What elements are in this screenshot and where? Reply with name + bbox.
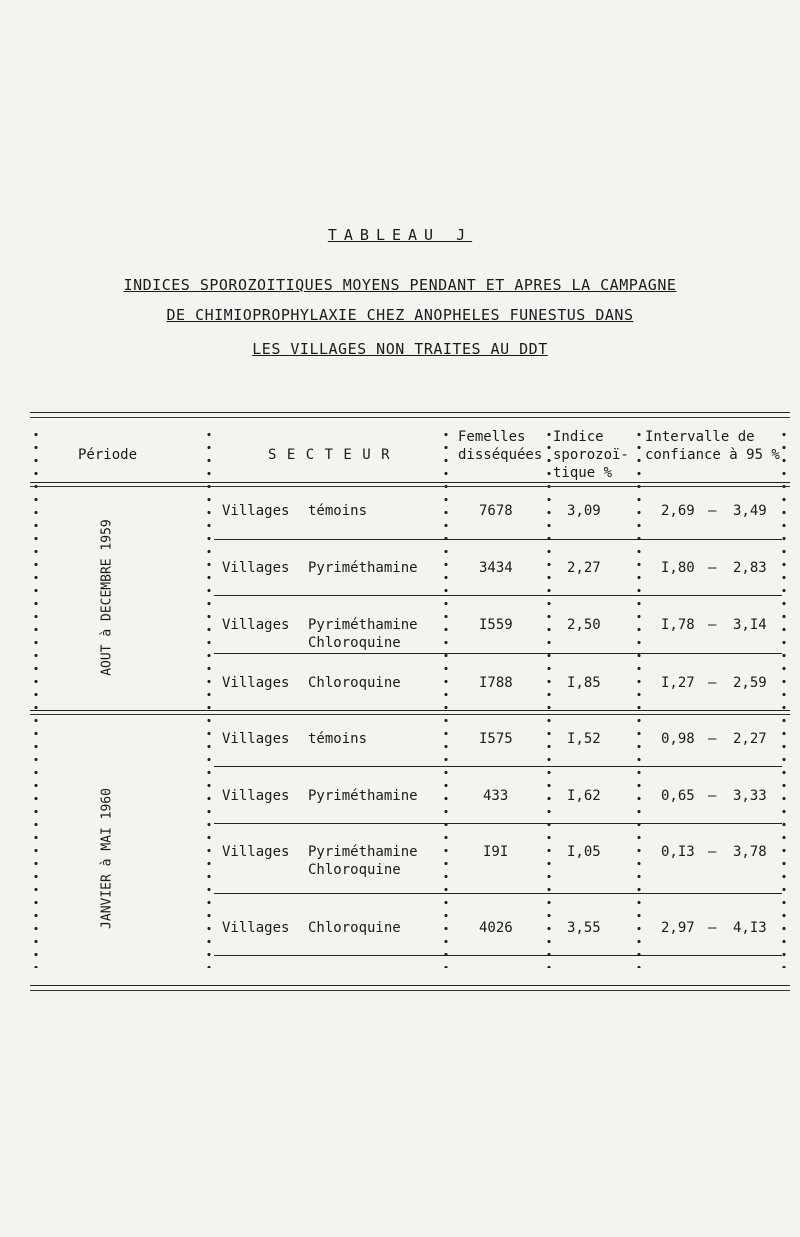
indice-cell: 2,27	[567, 560, 601, 576]
sector-cell: Pyriméthamine	[308, 560, 418, 576]
sector-cell: Pyriméthamine	[308, 788, 418, 804]
interval-high-cell: 3,I4	[733, 617, 767, 633]
interval-high-cell: 3,33	[733, 788, 767, 804]
interval-low-cell: I,27	[661, 675, 695, 691]
row-rule	[214, 653, 782, 654]
interval-low-cell: 0,I3	[661, 844, 695, 860]
interval-dash: –	[708, 920, 717, 936]
femelles-cell: I559	[479, 617, 513, 633]
caption-line-2: DE CHIMIOPROPHYLAXIE CHEZ ANOPHELES FUNESTUS DANS	[166, 306, 634, 324]
femelles-cell: 433	[483, 788, 509, 804]
sector-cell: Chloroquine	[308, 675, 401, 691]
interval-dash: –	[708, 560, 717, 576]
header-femelles-line: Femelles	[458, 429, 526, 445]
header-femelles-line: disséquées	[458, 447, 543, 463]
indice-cell: 2,50	[567, 617, 601, 633]
row-rule	[214, 955, 782, 956]
column-separator	[444, 428, 456, 968]
indice-cell: I,85	[567, 675, 601, 691]
interval-low-cell: 0,98	[661, 731, 695, 747]
header-rule	[30, 486, 790, 487]
interval-low-cell: I,78	[661, 617, 695, 633]
bottom-rule	[30, 990, 790, 991]
indice-cell: I,62	[567, 788, 601, 804]
interval-high-cell: 3,49	[733, 503, 767, 519]
interval-dash: –	[708, 731, 717, 747]
sector-cell: Villages	[222, 844, 290, 860]
interval-high-cell: 2,59	[733, 675, 767, 691]
column-separator	[34, 428, 46, 968]
row-rule	[214, 823, 782, 824]
femelles-cell: 3434	[479, 560, 513, 576]
header-femelles	[458, 428, 542, 464]
femelles-cell: I9I	[483, 844, 509, 860]
header-indice-line: sporozoï-	[553, 447, 629, 463]
interval-high-cell: 2,27	[733, 731, 767, 747]
period-label: JANVIER à MAI 1960	[99, 788, 115, 929]
interval-dash: –	[708, 503, 717, 519]
indice-cell: 3,09	[567, 503, 601, 519]
table-title: TABLEAU J	[327, 226, 473, 244]
row-rule	[214, 893, 782, 894]
femelles-cell: I575	[479, 731, 513, 747]
header-periode: Période	[78, 447, 138, 463]
header-secteur: S E C T E U R	[268, 447, 391, 463]
period-rule	[30, 714, 790, 715]
header-intervalle	[645, 428, 780, 464]
interval-dash: –	[708, 788, 717, 804]
interval-dash: –	[708, 844, 717, 860]
sector-cell: Pyriméthamine	[308, 617, 418, 633]
interval-low-cell: 2,97	[661, 920, 695, 936]
interval-high-cell: 4,I3	[733, 920, 767, 936]
femelles-cell: 7678	[479, 503, 513, 519]
sector-cell: témoins	[308, 731, 368, 747]
top-rule	[30, 417, 790, 418]
sector-cell: Chloroquine	[308, 862, 401, 878]
column-separator	[782, 428, 794, 968]
sector-cell: Villages	[222, 920, 290, 936]
column-separator	[207, 428, 219, 968]
header-intervalle-line: confiance à 95 %	[645, 447, 780, 463]
interval-low-cell: 0,65	[661, 788, 695, 804]
row-rule	[214, 539, 782, 540]
sector-cell: Villages	[222, 675, 290, 691]
row-rule	[214, 595, 782, 596]
sector-cell: Villages	[222, 503, 290, 519]
header-indice-line: tique %	[553, 465, 613, 481]
caption-line-3: LES VILLAGES NON TRAITES AU DDT	[252, 340, 548, 358]
interval-high-cell: 3,78	[733, 844, 767, 860]
header-indice-line: Indice	[553, 429, 604, 445]
sector-cell: Villages	[222, 560, 290, 576]
sector-cell: Villages	[222, 788, 290, 804]
bottom-rule	[30, 985, 790, 986]
femelles-cell: I788	[479, 675, 513, 691]
sector-cell: témoins	[308, 503, 368, 519]
sector-cell: Pyriméthamine	[308, 844, 418, 860]
row-rule	[214, 766, 782, 767]
column-separator	[547, 428, 559, 968]
interval-high-cell: 2,83	[733, 560, 767, 576]
interval-dash: –	[708, 617, 717, 633]
indice-cell: I,52	[567, 731, 601, 747]
interval-low-cell: I,80	[661, 560, 695, 576]
indice-cell: I,05	[567, 844, 601, 860]
femelles-cell: 4026	[479, 920, 513, 936]
header-rule	[30, 482, 790, 483]
period-label: AOUT à DECEMBRE 1959	[99, 519, 115, 676]
interval-low-cell: 2,69	[661, 503, 695, 519]
sector-cell: Chloroquine	[308, 920, 401, 936]
top-rule	[30, 412, 790, 413]
sector-cell: Villages	[222, 731, 290, 747]
header-indice	[553, 428, 629, 482]
period-rule	[30, 710, 790, 711]
indice-cell: 3,55	[567, 920, 601, 936]
column-separator	[637, 428, 649, 968]
caption-line-1: INDICES SPOROZOITIQUES MOYENS PENDANT ET APRES LA CAMPAGNE	[123, 276, 677, 294]
sector-cell: Chloroquine	[308, 635, 401, 651]
header-intervalle-line: Intervalle de	[645, 429, 755, 445]
interval-dash: –	[708, 675, 717, 691]
sector-cell: Villages	[222, 617, 290, 633]
